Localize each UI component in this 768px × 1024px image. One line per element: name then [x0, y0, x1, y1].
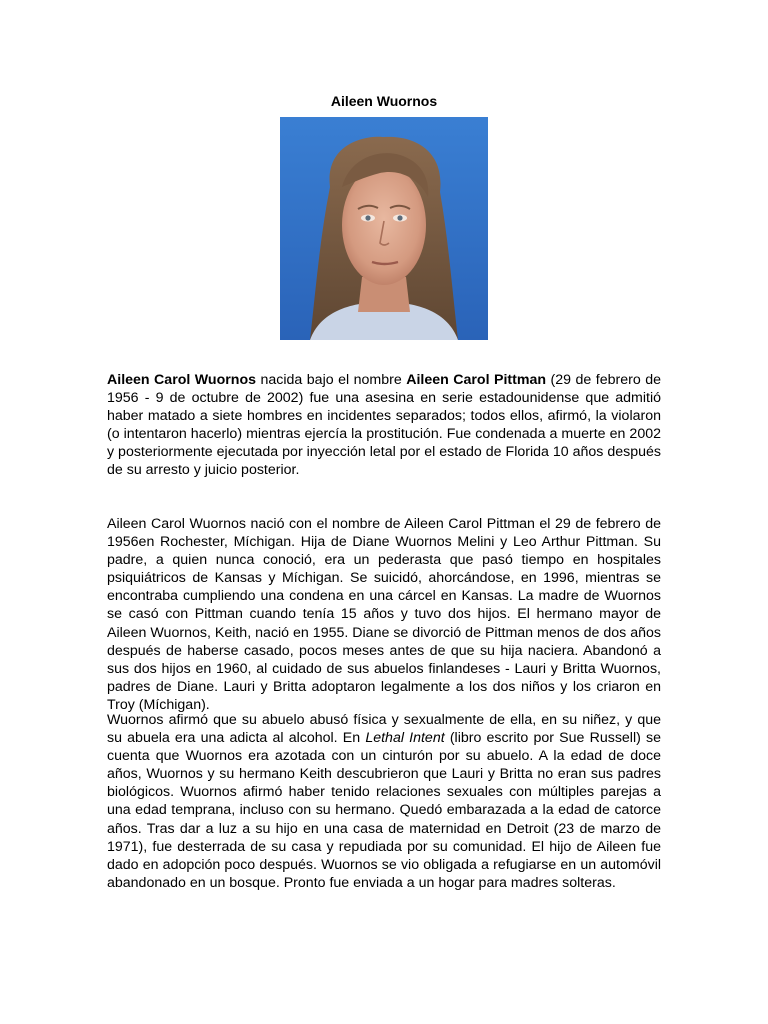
childhood-paragraph: [107, 711, 661, 892]
early-life-paragraph: [107, 515, 661, 714]
book-title: Lethal Intent: [365, 730, 445, 747]
childhood-text-b: (libro escrito por Sue Russell) se cuenta que Wuornos era azotada con un cinturón por su abuelo. A la edad de doce años, Wuornos y su hermano Keith descubrieron que Lauri y Britta no eran sus padres biológicos. Wuornos afirmó haber tenido relaciones sexuales con múltiples parejas a una edad temprana, incluso con su hermano. Quedó embarazada a la edad de catorce años. Tras dar a luz a su hijo en una casa de maternidad en Detroit (23 de marzo de 1971), fue desterrada de su casa y repudiada por su comunidad. El hijo de Aileen fue dado en adopción poco después. Wuornos se vio obligada a refugiarse en un automóvil abandonado en un bosque. Pronto fue enviada a un hogar para madres solteras.: [107, 730, 661, 891]
portrait-illustration: [280, 117, 488, 340]
intro-text-b: (29 de febrero de 1956 - 9 de octubre de 2002) fue una asesina en serie estadounidense que admitió haber matado a siete hombres en incidentes separados; todos ellos, afirmó, la violaron (o intentaron hacerlo) mientras ejercía la prostitución. Fue condenada a muerte en 2002 y posteriormente ejecutada por inyección letal por el estado de Florida 10 años después de su arresto y juicio posterior.: [107, 372, 661, 479]
portrait-photo: [280, 117, 488, 340]
page-title: Aileen Wuornos: [330, 93, 438, 109]
early-life-text: Aileen Carol Wuornos nació con el nombre de Aileen Carol Pittman el 29 de febrero de 1956en Rochester, Míchigan. Hija de Diane Wuornos Melini y Leo Arthur Pittman. Su padre, a quien nunca conoció, era un pederasta que pasó tiempo en hospitales psiquiátricos de Kansas y Míchigan. Se suicidó, ahorcándose, en 1996, mientras se encontraba cumpliendo una condena en una cárcel en Kansas. La madre de Wuornos se casó con Pittman cuando tenía 15 años y tuvo dos hijos. El hermano mayor de Aileen Wuornos, Keith, nació en 1955. Diane se divorció de Pittman menos de dos años después de haberse casado, pocos meses antes de que su hija naciera. Abandonó a sus dos hijos en 1960, al cuidado de sus abuelos finlandeses - Lauri y Britta Wuornos, padres de Diane. Lauri y Britta adoptaron legalmente a los dos niños y los criaron en Troy (Míchigan).: [107, 516, 661, 713]
intro-text-a: nacida bajo el nombre: [256, 372, 407, 388]
subject-birth-name: Aileen Carol Pittman: [406, 372, 547, 388]
childhood-text-a: Wuornos afirmó que su abuelo abusó física y sexualmente de ella, en su niñez, y que su abuela era una adicta al alcohol. En: [107, 712, 661, 747]
subject-name: Aileen Carol Wuornos: [107, 372, 257, 388]
intro-paragraph: [107, 371, 661, 480]
